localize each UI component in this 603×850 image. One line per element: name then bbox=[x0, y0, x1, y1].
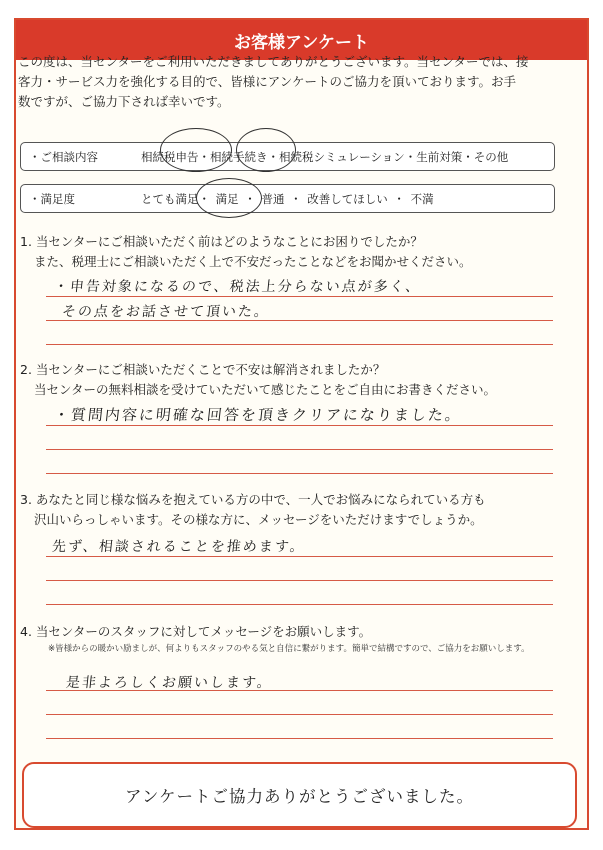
answer-line bbox=[46, 604, 553, 605]
question-text: 1. 当センターにご相談いただく前はどのようなことにお困りでしたか？ bbox=[20, 234, 423, 249]
intro-line: この度は、当センターをご利用いただきましてありがとうございます。当センターでは、接 bbox=[18, 54, 529, 69]
consultation-label: ・ご相談内容 bbox=[29, 149, 98, 164]
survey-title: お客様アンケート bbox=[16, 20, 587, 60]
thanks-box bbox=[22, 762, 577, 828]
question-text: 当センターの無料相談を受けていただいて感じたことをご自由にお書きください。 bbox=[34, 382, 497, 397]
satisfaction-label: ・満足度 bbox=[29, 191, 75, 206]
answer-line bbox=[46, 738, 553, 739]
question-1 bbox=[20, 232, 560, 272]
answer-line bbox=[46, 556, 553, 557]
question-4 bbox=[20, 622, 560, 656]
intro-text bbox=[18, 52, 563, 112]
question-text: 2. 当センターにご相談いただくことで不安は解消されましたか？ bbox=[20, 362, 386, 377]
selection-circle-satisfaction bbox=[196, 178, 262, 218]
answer-line bbox=[46, 449, 553, 450]
answer-line bbox=[46, 690, 553, 691]
answer-text: 是非よろしくお願いします。 bbox=[65, 675, 274, 691]
answer-line bbox=[46, 580, 553, 581]
answer-text: ・申告対象になるので、税法上分らない点が多く、 bbox=[53, 279, 423, 295]
question-text: 3. あなたと同じ様な悩みを抱えている方の中で、一人でお悩みになられている方も bbox=[20, 492, 486, 507]
answer-line bbox=[46, 425, 553, 426]
question-text: 4. 当センターのスタッフに対してメッセージをお願いします。 bbox=[20, 624, 372, 639]
satisfaction-box bbox=[20, 184, 555, 213]
question-text: また、税理士にご相談いただく上で不安だったことなどをお聞かせください。 bbox=[34, 254, 472, 269]
question-text: 沢山いらっしゃいます。その様な方に、メッセージをいただけますでしょうか。 bbox=[34, 512, 483, 527]
answer-text: その点をお話させて頂いた。 bbox=[61, 304, 271, 320]
answer-line bbox=[46, 320, 553, 321]
answer-line bbox=[46, 344, 553, 345]
answer-text: 先ず、相談されることを推めます。 bbox=[51, 539, 307, 555]
consultation-options: 相続税申告・相続手続き・相続税シミュレーション・生前対策・その他 bbox=[141, 149, 509, 164]
question-note: ※皆様からの暖かい励ましが、何よりもスタッフのやる気と自信に繋がります。簡単で結構ですので、ご協力をお願いします。 bbox=[48, 644, 530, 654]
answer-line bbox=[46, 714, 553, 715]
answer-line bbox=[46, 473, 553, 474]
intro-line: 客力・サービス力を強化する目的で、皆様にアンケートのご協力を頂いております。お手 bbox=[18, 74, 517, 89]
question-3 bbox=[20, 490, 560, 530]
selection-circle-consultation-2 bbox=[236, 128, 296, 172]
answer-text: ・質問内容に明確な回答を頂きクリアになりました。 bbox=[53, 406, 463, 424]
thanks-text: アンケートご協力ありがとうございました。 bbox=[124, 787, 474, 806]
satisfaction-options: とても満足・ 満足 ・ 普通 ・ 改善してほしい ・ 不満 bbox=[141, 191, 434, 206]
intro-line: 数ですが、ご協力下されば幸いです。 bbox=[18, 94, 230, 109]
selection-circle-consultation-1 bbox=[160, 128, 232, 172]
answer-line bbox=[46, 296, 553, 297]
question-2 bbox=[20, 360, 560, 400]
